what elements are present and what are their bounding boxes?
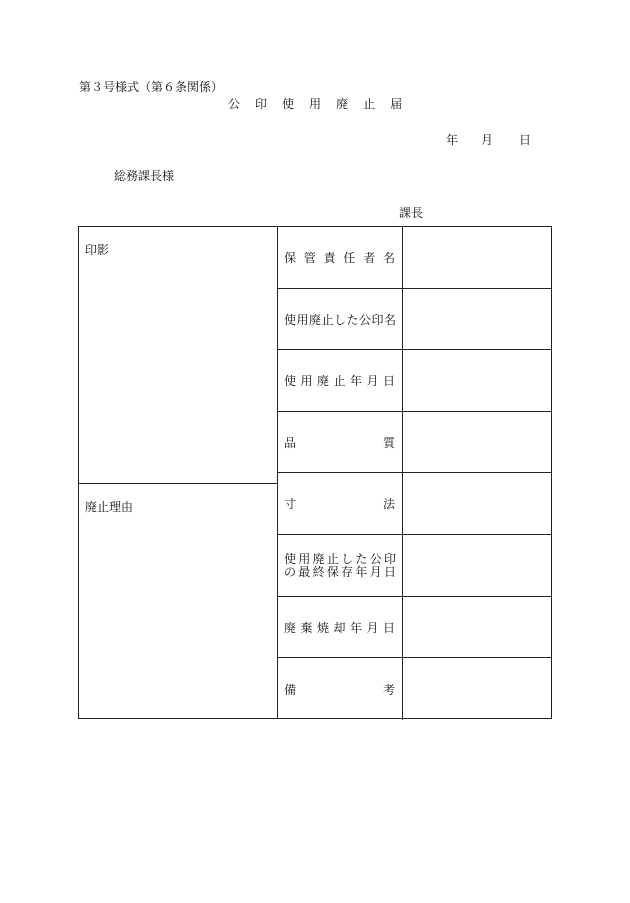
row-label-line: の最終保存年月日 bbox=[284, 564, 396, 579]
abolition-reason-cell[interactable] bbox=[79, 484, 277, 718]
abolition-reason-label: 廃止理由 bbox=[85, 500, 134, 514]
row-label-two-line bbox=[284, 553, 396, 579]
row-label-line: 使用廃止した公印 bbox=[284, 551, 396, 566]
row-label-text: 廃棄焼却年月日 bbox=[284, 620, 396, 635]
row-label bbox=[278, 658, 403, 720]
row-label-text: 寸 法 bbox=[284, 497, 396, 511]
form-row bbox=[278, 350, 551, 412]
date-year-label: 年 bbox=[446, 133, 459, 147]
title-char: 用 bbox=[309, 97, 322, 111]
date-line bbox=[446, 131, 531, 148]
row-value-field[interactable] bbox=[403, 412, 551, 472]
title-char: 公 bbox=[228, 97, 241, 111]
row-value-field[interactable] bbox=[403, 350, 551, 411]
seal-impression-cell[interactable] bbox=[79, 227, 277, 484]
row-label-text: 品 質 bbox=[284, 435, 396, 450]
document-title bbox=[228, 95, 417, 112]
row-value-field[interactable] bbox=[403, 535, 551, 596]
date-day-label: 日 bbox=[519, 133, 532, 147]
seal-impression-label: 印影 bbox=[85, 243, 110, 257]
form-row bbox=[278, 227, 551, 289]
row-label bbox=[278, 289, 403, 349]
row-label-text: 備 考 bbox=[284, 682, 396, 697]
title-char: 止 bbox=[363, 97, 376, 111]
form-row bbox=[278, 412, 551, 473]
recipient: 総務課長様 bbox=[114, 169, 175, 183]
row-label bbox=[278, 535, 403, 596]
row-value-field[interactable] bbox=[403, 289, 551, 349]
row-label-text: 保管責任者名 bbox=[284, 251, 396, 265]
form-row bbox=[278, 473, 551, 535]
row-label bbox=[278, 350, 403, 411]
row-label bbox=[278, 227, 403, 288]
title-char: 廃 bbox=[336, 97, 349, 111]
row-value-field[interactable] bbox=[403, 227, 551, 288]
form-row bbox=[278, 658, 551, 720]
row-value-field[interactable] bbox=[403, 597, 551, 657]
form-row bbox=[278, 535, 551, 597]
sender: 課長 bbox=[399, 206, 424, 220]
form-row bbox=[278, 289, 551, 350]
row-label bbox=[278, 412, 403, 472]
row-label bbox=[278, 597, 403, 657]
row-label bbox=[278, 473, 403, 534]
right-rows bbox=[278, 227, 551, 718]
date-month-label: 月 bbox=[481, 133, 494, 147]
form-number: 第３号様式（第６条関係） bbox=[79, 80, 224, 94]
seal-abolition-form-table bbox=[78, 226, 552, 719]
title-char: 使 bbox=[282, 97, 295, 111]
row-label-text: 使用廃止年月日 bbox=[284, 374, 396, 388]
form-row bbox=[278, 597, 551, 658]
left-column bbox=[79, 227, 278, 718]
row-label-text: 使用廃止した公印名 bbox=[284, 312, 396, 327]
row-value-field[interactable] bbox=[403, 473, 551, 534]
row-value-field[interactable] bbox=[403, 658, 551, 720]
title-char: 印 bbox=[255, 97, 268, 111]
title-char: 届 bbox=[390, 97, 403, 111]
